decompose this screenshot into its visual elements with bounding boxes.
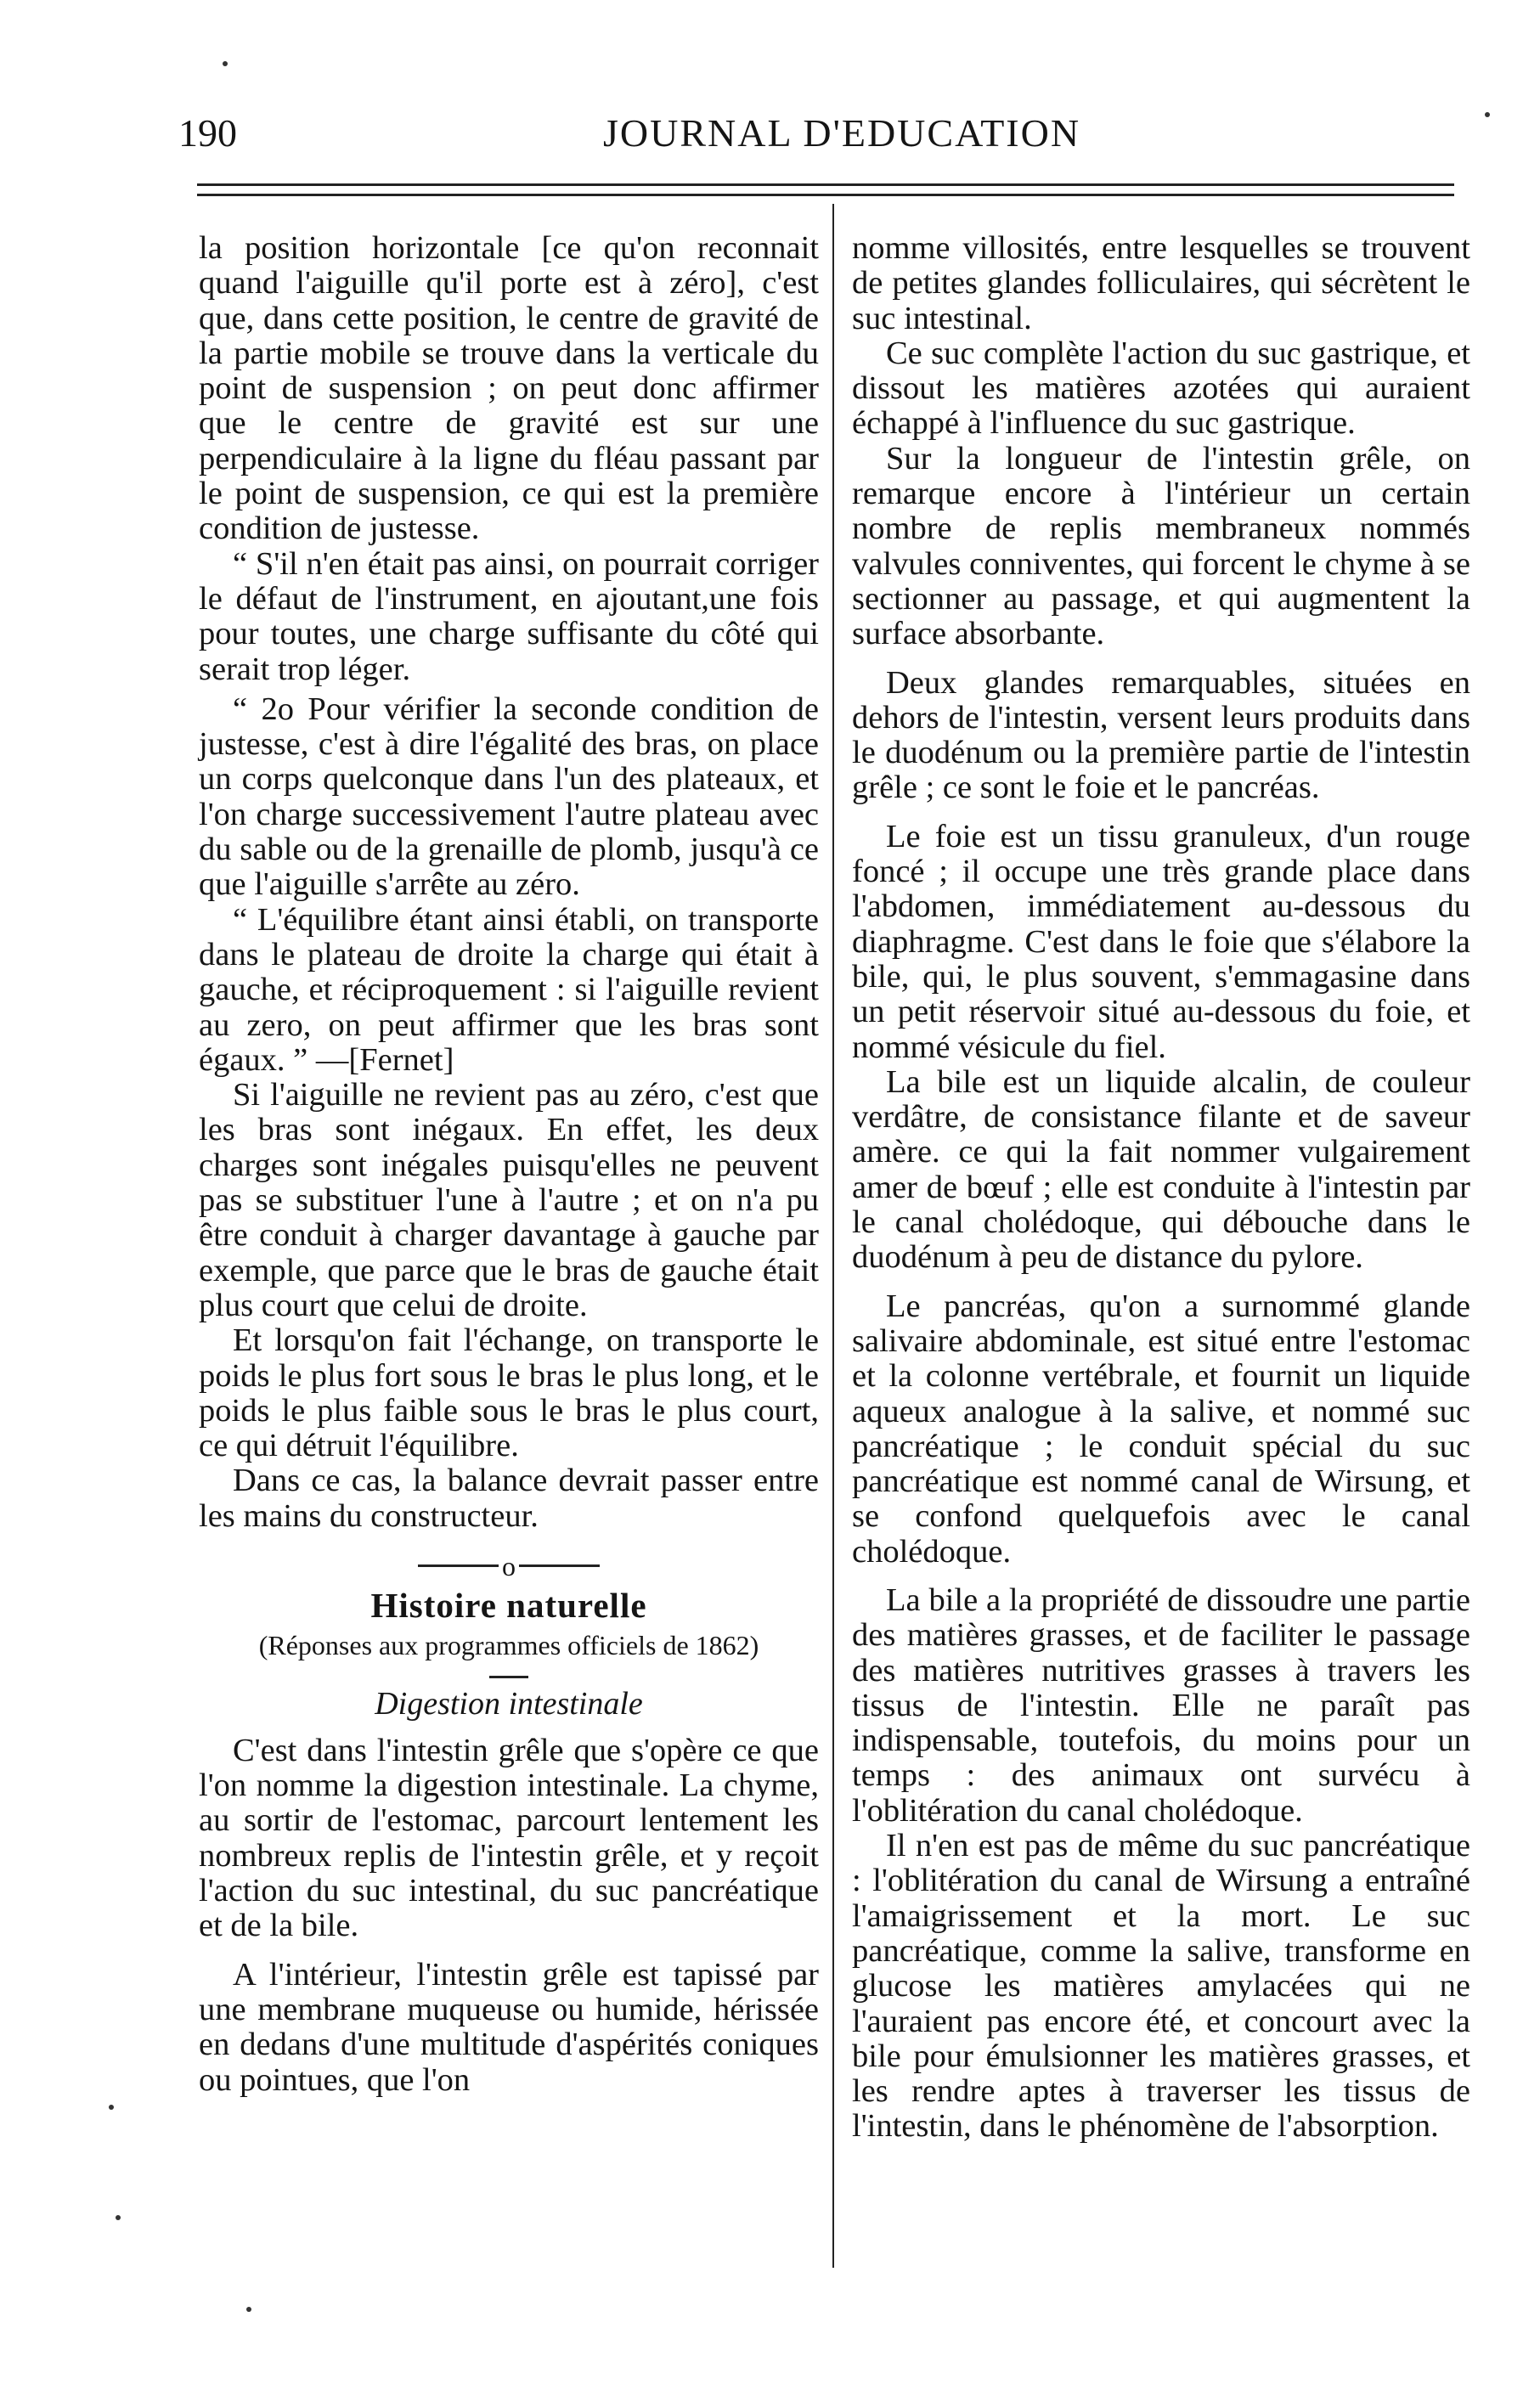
paragraph: Dans ce cas, la balance devrait passer entre les mains du constructeur. (199, 1463, 819, 1534)
header-rule-top (197, 183, 1454, 186)
paragraph: nomme villosités, entre lesquelles se trouvent de petites glandes folliculaires, qui sécrètent le suc intestinal. (852, 230, 1470, 336)
paragraph: la position horizontale [ce qu'on reconnait quand l'aiguille qu'il porte est à zéro], c'est que, dans cette position, le centre de gravité de la partie mobile se trouve dans la verticale du point de suspension ; on peut donc affirmer que le centre de gravité est sur une perpendiculaire à la ligne du fléau passant par le point de suspension, ce qui est la première condition de justesse. (199, 230, 819, 547)
paragraph: Le foie est un tissu granuleux, d'un rouge foncé ; il occupe une très grande place dans l'abdomen, immédiatement au-dessous du diaphragme. C'est dans le foie que s'élabore la bile, qui, le plus souvent, s'emmagasine dans un petit réservoir situé au-dessous du foie, et nommé vésicule du fiel. (852, 818, 1470, 1065)
paper-speck (223, 61, 228, 66)
left-column (199, 231, 819, 2098)
paragraph: “ S'il n'en était pas ainsi, on pourrait corriger le défaut de l'instrument, en ajoutant,une fois pour toutes, une charge suffisante du côté qui serait trop léger. (199, 545, 819, 687)
paragraph: Sur la longueur de l'intestin grêle, on remarque encore à l'intérieur un certain nombre de replis membraneux nommés valvules conniventes, qui forcent le chyme à se sectionner au passage, et qui augmentent la surface absorbante. (852, 440, 1470, 652)
paragraph: Il n'en est pas de même du suc pancréatique : l'oblitération du canal de Wirsung a entraîné l'amaigrissement et la mort. Le suc pancréatique, comme la salive, transforme en glucose les matières amylacées qui ne l'auraient pas encore été, et concourt avec la bile pour émulsionner les matières grasses, et les rendre aptes à traverser les tissus de l'intestin, dans le phénomène de l'absorption. (852, 1828, 1470, 2145)
column-divider (832, 204, 834, 2268)
separator-mark: o (502, 1550, 516, 1581)
section-title: Histoire naturelle (370, 1585, 647, 1625)
paragraph: La bile est un liquide alcalin, de couleur verdâtre, de consistance filante et de saveur amère. ce qui la fait nommer vulgairement amer de bœuf ; elle est conduite à l'intestin par le canal cholédoque, qui débouche dans le duodénum à peu de distance du pylore. (852, 1063, 1470, 1276)
paragraph: Deux glandes remarquables, situées en dehors de l'intestin, versent leurs produits dans le duodénum ou la première partie de l'intestin grêle ; ce sont le foie et le pancréas. (852, 664, 1470, 806)
paragraph: Et lorsqu'on fait l'échange, on transporte le poids le plus fort sous le bras le plus long, et le poids le plus faible sous le bras le plus court, ce qui détruit l'équilibre. (199, 1322, 819, 1464)
subsection-rule (489, 1676, 528, 1678)
paper-speck (109, 2105, 114, 2110)
paragraph: Si l'aiguille ne revient pas au zéro, c'est que les bras sont inégaux. En effet, les deux charges sont inégales puisqu'elles ne peuvent pas se substituer l'une à l'autre ; et on n'a pu être conduit à charger davantage à gauche par exemple, que parce que le bras de gauche était plus court que celui de droite. (199, 1077, 819, 1323)
header-rule-bottom (197, 194, 1454, 196)
paragraph: C'est dans l'intestin grêle que s'opère ce que l'on nomme la digestion intestinale. La chyme, au sortir de l'estomac, parcourt lentement les nombreux replis de l'intestin grêle, et y reçoit l'action du suc intestinal, du suc pancréatique et de la bile. (199, 1732, 819, 1944)
running-title: JOURNAL D'EDUCATION (603, 111, 1081, 155)
separator-line (519, 1564, 600, 1567)
paragraph: La bile a la propriété de dissoudre une partie des matières grasses, et de faciliter le passage des matières nutritives grasses à travers les tissus de l'intestin. Elle ne paraît pas indispensable, toutefois, du moins pour un temps : des animaux ont survécu à l'oblitération du canal cholédoque. (852, 1581, 1470, 1829)
page-number: 190 (178, 111, 237, 155)
paragraph: Ce suc complète l'action du suc gastrique, et dissout les matières azotées qui auraient échappé à l'influence du suc gastrique. (852, 335, 1470, 442)
section-subtitle: (Réponses aux programmes officiels de 1862) (258, 1630, 759, 1661)
paragraph: “ L'équilibre étant ainsi établi, on transporte dans le plateau de droite la charge qui était à gauche, et réciproquement : si l'aiguille revient au zero, on peut affirmer que les bras sont égaux. ” —[Fernet] (199, 901, 819, 1078)
page-header (178, 110, 1461, 161)
paper-speck (246, 2307, 251, 2312)
paper-speck (116, 2215, 121, 2220)
paper-speck (1485, 112, 1490, 117)
subsection-title: Digestion intestinale (375, 1685, 643, 1722)
right-column (852, 231, 1470, 2145)
section-separator (199, 1550, 819, 1581)
paragraph: Le pancréas, qu'on a surnommé glande salivaire abdominale, est situé entre l'estomac et la colonne vertébrale, et fournit un liquide aqueux analogue à la salive, et nommé suc pancréatique ; le conduit spécial du suc pancréatique est nommé canal de Wirsung, et se confond quelquefois avec le canal cholédoque. (852, 1288, 1470, 1570)
paragraph: A l'intérieur, l'intestin grêle est tapissé par une membrane muqueuse ou humide, hérissée en dedans d'une multitude d'aspérités coniques ou pointues, que l'on (199, 1956, 819, 2098)
separator-line (418, 1564, 499, 1567)
paragraph: “ 2o Pour vérifier la seconde condition de justesse, c'est à dire l'égalité des bras, on place un corps quelconque dans l'un des plateaux, et l'on charge successivement l'autre plateau avec du sable ou de la grenaille de plomb, jusqu'à ce que l'aiguille s'arrête au zéro. (199, 691, 819, 903)
